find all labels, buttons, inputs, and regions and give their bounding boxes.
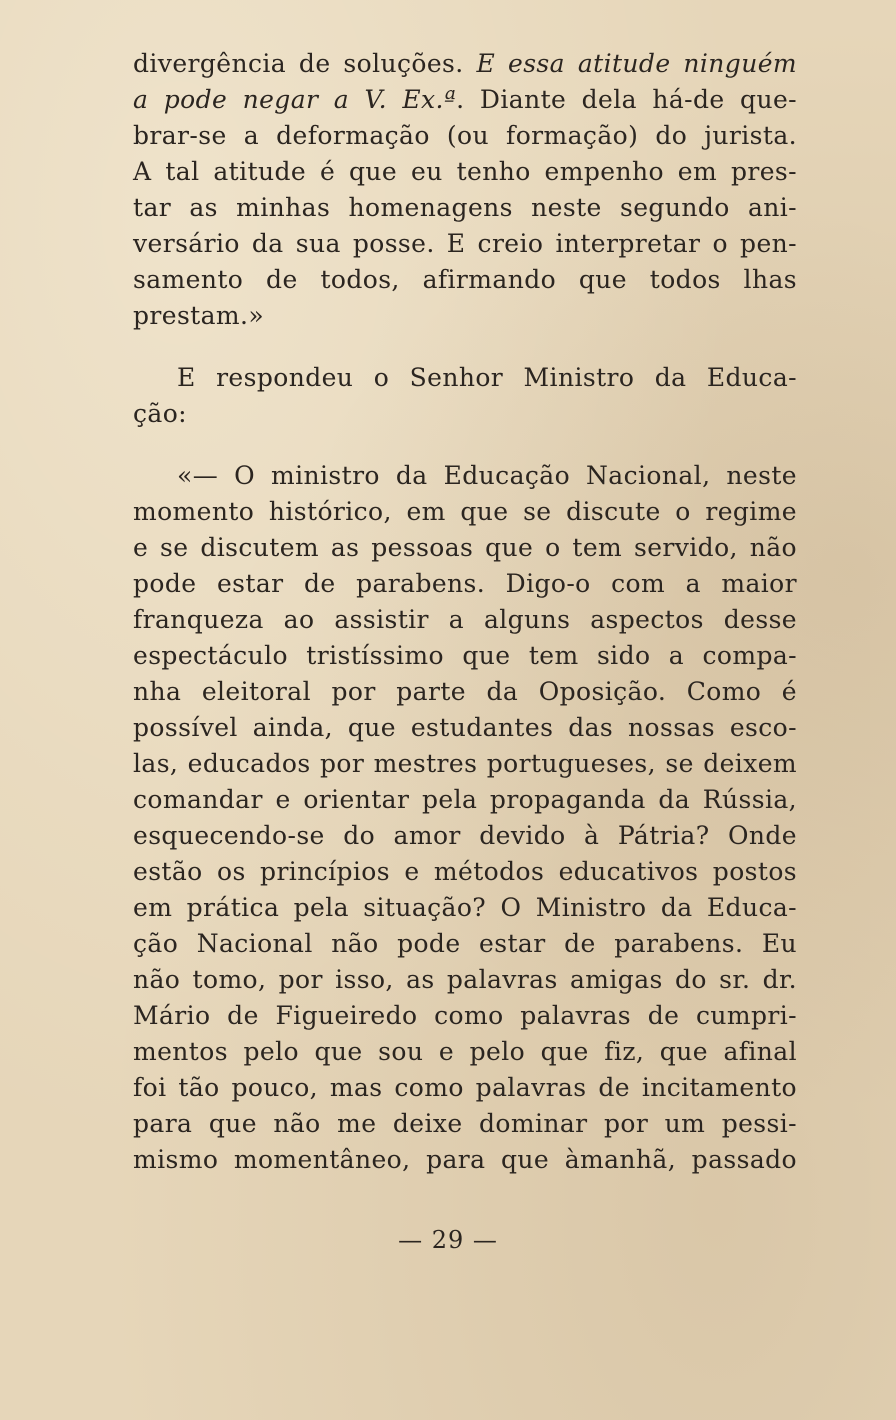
text-line: prestam.» [133,301,265,330]
text-line: mentos pelo que sou e pelo que fiz, que afinal [133,1037,797,1066]
paragraph-2 [133,360,797,432]
text-line: ção Nacional não pode estar de parabens. Eu [133,929,797,958]
text-line: mismo momentâneo, para que àmanhã, passado [133,1145,797,1174]
paragraph-1 [133,46,797,334]
text-line: brar-se a deformação (ou formação) do jurista. [133,121,797,150]
text-line: foi tão pouco, mas como palavras de incitamento [133,1073,797,1102]
text-line: e se discutem as pessoas que o tem servido, não [133,533,797,562]
text-line: em prática pela situação? O Ministro da Educa- [133,893,797,922]
text-line: pode estar de parabens. Digo-o com a maior [133,569,797,598]
text-line: versário da sua posse. E creio interpretar o pen- [133,229,797,258]
text-line: possível ainda, que estudantes das nossas esco- [133,713,797,742]
text-line: estão os princípios e métodos educativos postos [133,857,797,886]
text-line: a pode negar a V. Ex.ª. Diante dela há-de que- [133,85,797,114]
text-line: não tomo, por isso, as palavras amigas do sr. dr. [133,965,797,994]
text-line: momento histórico, em que se discute o regime [133,497,797,526]
text-line: nha eleitoral por parte da Oposição. Como é [133,677,797,706]
text-line: Mário de Figueiredo como palavras de cumpri- [133,1001,797,1030]
paragraph-3 [133,458,797,1178]
body-text [133,46,797,1178]
text-line: comandar e orientar pela propaganda da Rússia, [133,785,797,814]
text-line: E respondeu o Senhor Ministro da Educa- [177,363,797,392]
text-line: para que não me deixe dominar por um pessi- [133,1109,797,1138]
text-line: las, educados por mestres portugueses, se deixem [133,749,797,778]
text-line: esquecendo-se do amor devido à Pátria? Onde [133,821,797,850]
text-line: espectáculo tristíssimo que tem sido a compa- [133,641,797,670]
text-line: tar as minhas homenagens neste segundo ani- [133,193,797,222]
text-line: franqueza ao assistir a alguns aspectos desse [133,605,797,634]
text-line: A tal atitude é que eu tenho empenho em pres- [133,157,797,186]
text-line: samento de todos, afirmando que todos lhas [133,265,797,294]
page-number: — 29 — [398,1226,498,1254]
text-line: «— O ministro da Educação Nacional, neste [177,461,797,490]
text-line: ção: [133,399,187,428]
text-line: divergência de soluções. E essa atitude ninguém [133,49,797,78]
